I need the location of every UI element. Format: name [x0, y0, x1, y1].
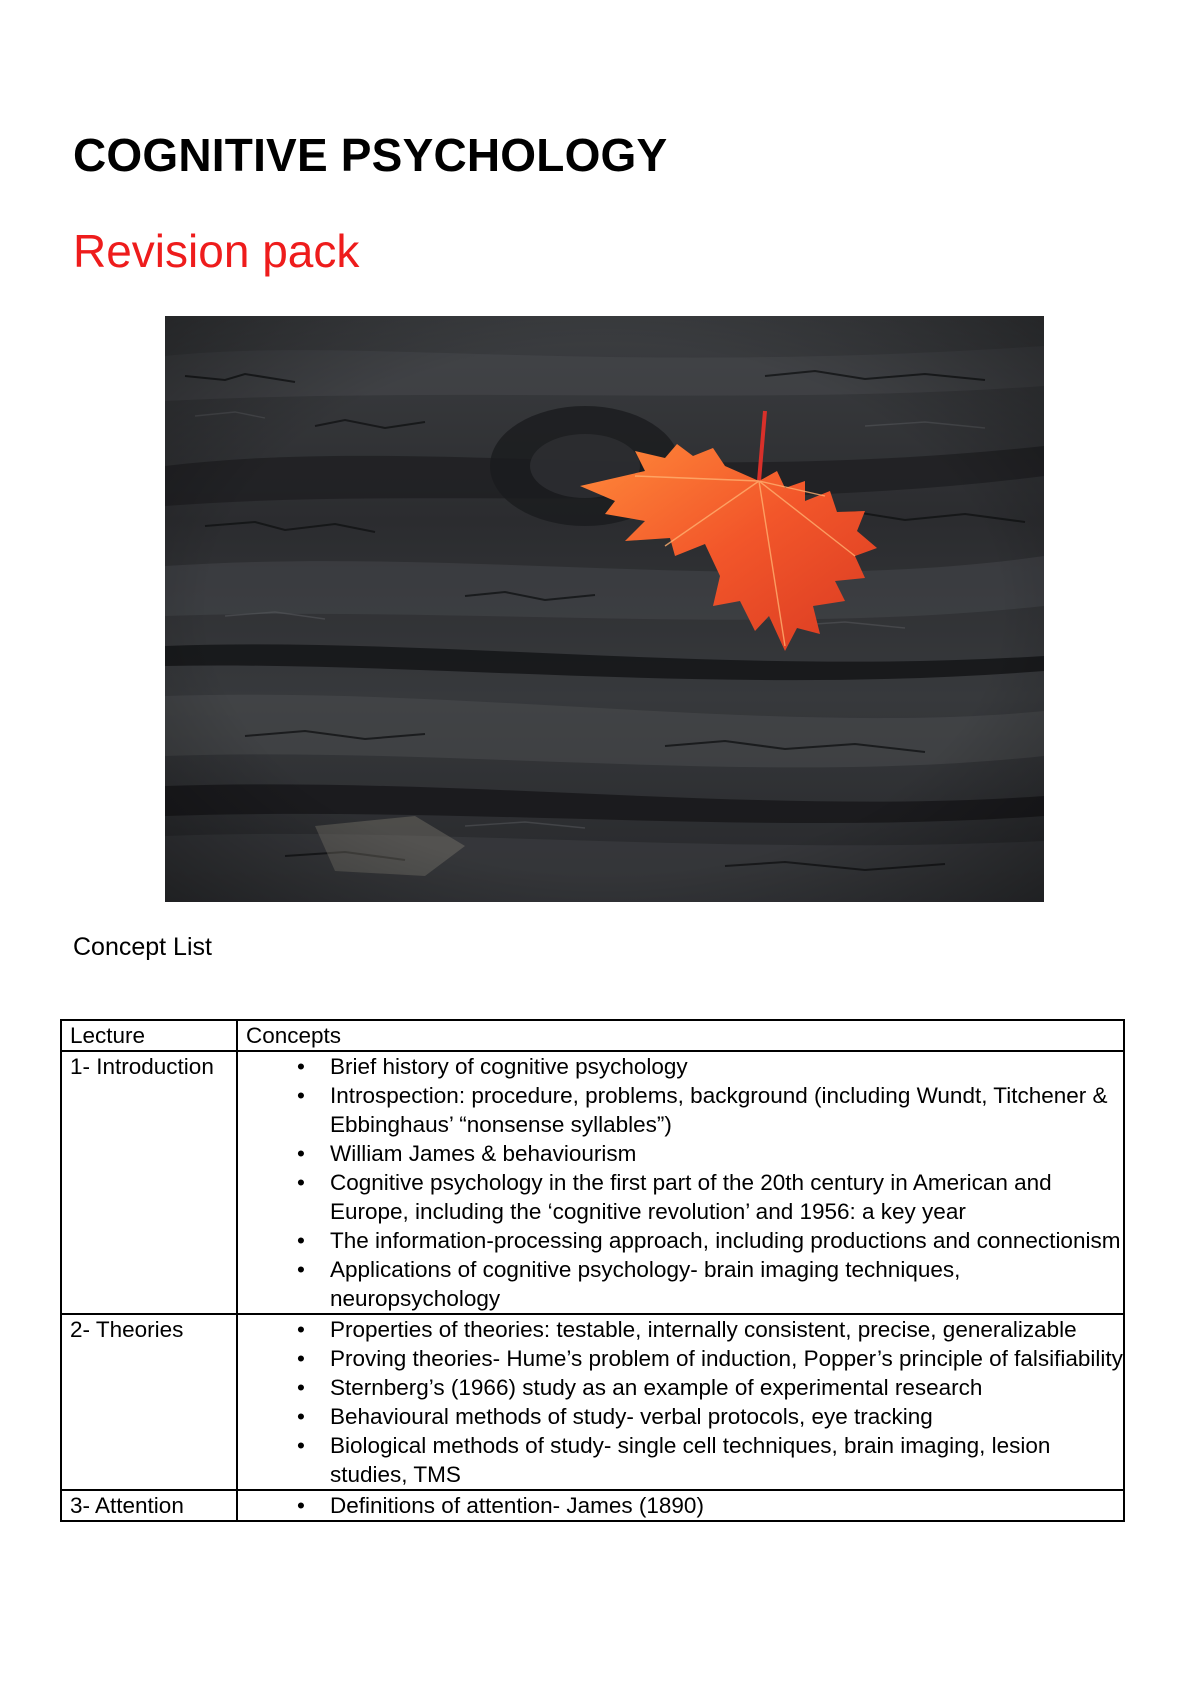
list-item: • Proving theories- Hume’s problem of induction, Popper’s principle of falsifiability [330, 1344, 1123, 1373]
lecture-cell: 3- Attention [61, 1490, 237, 1521]
concept-list-heading: Concept List [73, 933, 212, 961]
list-item: • Behavioural methods of study- verbal protocols, eye tracking [330, 1402, 1123, 1431]
cover-image [165, 316, 1044, 902]
table-header-row [61, 1020, 1124, 1051]
document-title: COGNITIVE PSYCHOLOGY [73, 129, 668, 181]
list-item: • Applications of cognitive psychology- brain imaging techniques, neuropsychology [330, 1255, 1123, 1313]
list-item: • Biological methods of study- single cell techniques, brain imaging, lesion studies, TMS [330, 1431, 1123, 1489]
concept-list [246, 1315, 1123, 1489]
list-item: • Sternberg’s (1966) study as an example of experimental research [330, 1373, 1123, 1402]
list-item: • Brief history of cognitive psychology [330, 1052, 1123, 1081]
concepts-cell [237, 1314, 1124, 1490]
lecture-cell: 1- Introduction [61, 1051, 237, 1314]
list-item: • Cognitive psychology in the first part of the 20th century in American and Europe, including the ‘cognitive revolution’ and 1956: a key year [330, 1168, 1123, 1226]
list-item: • Definitions of attention- James (1890) [330, 1491, 1123, 1520]
lecture-cell: 2- Theories [61, 1314, 237, 1490]
column-header-concepts: Concepts [237, 1020, 1124, 1051]
concept-table [60, 1019, 1125, 1522]
concept-list [246, 1491, 1123, 1520]
concepts-cell [237, 1051, 1124, 1314]
document-subtitle: Revision pack [73, 225, 360, 277]
column-header-lecture: Lecture [61, 1020, 237, 1051]
list-item: • William James & behaviourism [330, 1139, 1123, 1168]
list-item: • Properties of theories: testable, internally consistent, precise, generalizable [330, 1315, 1123, 1344]
concept-list [246, 1052, 1123, 1313]
concepts-cell [237, 1490, 1124, 1521]
table-row [61, 1051, 1124, 1314]
table-row [61, 1490, 1124, 1521]
list-item: • The information-processing approach, including productions and connectionism [330, 1226, 1123, 1255]
list-item: • Introspection: procedure, problems, background (including Wundt, Titchener & Ebbinghaus’ “nonsense syllables”) [330, 1081, 1123, 1139]
table-row [61, 1314, 1124, 1490]
